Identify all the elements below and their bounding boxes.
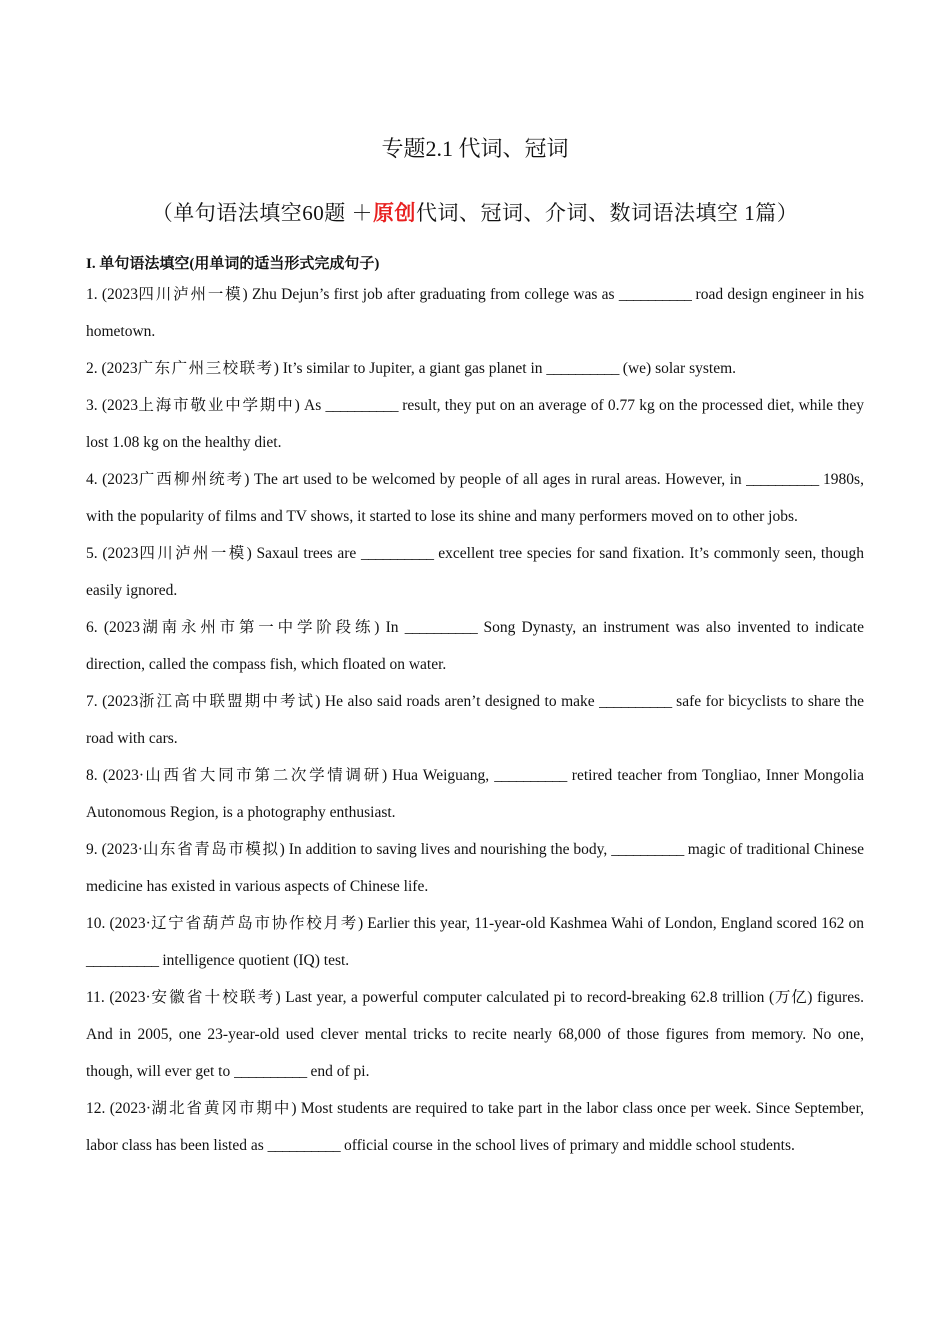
- question-item: [86, 350, 864, 387]
- question-text: retired teacher from Tongliao, Inner Mongolia Autonomous Region, is a photography enthusiast.: [86, 767, 864, 821]
- question-source: 安徽省十校联考: [150, 989, 276, 1006]
- question-number: 11. (2023·: [86, 989, 151, 1006]
- question-text: safe for bicyclists to share the road with cars.: [86, 693, 864, 747]
- page-subtitle: [0, 198, 950, 228]
- question-item: [86, 276, 864, 350]
- answer-blank[interactable]: __________: [599, 693, 672, 710]
- question-item: [86, 979, 864, 1090]
- answer-blank[interactable]: __________: [325, 397, 398, 414]
- question-item: [86, 535, 864, 609]
- section-heading: I. 单句语法填空(用单词的适当形式完成句子): [86, 256, 380, 272]
- question-number: 1. (2023: [86, 286, 139, 303]
- question-number: 3. (2023: [86, 397, 139, 414]
- answer-blank[interactable]: __________: [494, 767, 567, 784]
- question-text: road design engineer in his hometown.: [86, 286, 864, 340]
- question-text: ) In addition to saving lives and nourishing the body,: [279, 841, 612, 858]
- question-item: [86, 609, 864, 683]
- question-source: 上海市敬业中学期中: [138, 397, 295, 414]
- question-source: 山西省大同市第二次学情调研: [144, 767, 382, 784]
- question-source: 辽宁省葫芦岛市协作校月考: [150, 915, 358, 932]
- answer-blank[interactable]: __________: [86, 952, 159, 969]
- answer-blank[interactable]: __________: [618, 286, 692, 303]
- question-item: [86, 905, 864, 979]
- question-text: ) In: [374, 619, 405, 636]
- question-number: 10. (2023·: [86, 915, 151, 932]
- question-text: ) It’s similar to Jupiter, a giant gas planet in: [273, 360, 547, 377]
- question-text: ) Hua Weiguang,: [381, 767, 495, 784]
- answer-blank[interactable]: __________: [361, 545, 434, 562]
- question-number: 4. (2023: [86, 471, 139, 488]
- question-text: ) The art used to be welcomed by people of all ages in rural areas. However, in: [244, 471, 747, 488]
- question-number: 7. (2023: [86, 693, 139, 710]
- question-text: 1980s, with the popularity of films and TV shows, it started to lose its shine and many performers moved on to other jobs.: [86, 471, 864, 525]
- question-number: 6. (2023: [86, 619, 140, 636]
- question-section: [86, 252, 864, 1164]
- question-number: 8. (2023·: [86, 767, 145, 784]
- question-source: 浙江高中联盟期中考试: [138, 693, 316, 710]
- question-text: end of pi.: [306, 1063, 370, 1080]
- question-text: ) As: [294, 397, 326, 414]
- question-number: 5. (2023: [86, 545, 139, 562]
- question-item: [86, 387, 864, 461]
- question-source: 湖南永州市第一中学阶段练: [140, 619, 375, 636]
- question-text: ) Most students are required to take part in the labor class once per week. Since September, labor class has been listed as: [86, 1100, 864, 1154]
- question-source: 广东广州三校联考: [137, 360, 274, 377]
- subtitle-highlight: 原创: [373, 201, 416, 225]
- question-list: [86, 276, 864, 1164]
- question-number: 2. (2023: [86, 360, 138, 377]
- question-text: ) He also said roads aren’t designed to make: [315, 693, 600, 710]
- answer-blank[interactable]: __________: [234, 1063, 307, 1080]
- question-text: result, they put on an average of 0.77 kg on the processed diet, while they lost 1.08 kg on the healthy diet.: [86, 397, 864, 451]
- question-text: ) Earlier this year, 11-year-old Kashmea Wahi of London, England scored 162 on: [357, 915, 864, 932]
- answer-blank[interactable]: __________: [611, 841, 684, 858]
- question-text: Song Dynasty, an instrument was also invented to indicate direction, called the compass fish, which floated on water.: [86, 619, 864, 673]
- question-item: [86, 757, 864, 831]
- question-text: ) Last year, a powerful computer calculated pi to record-breaking 62.8 trillion (万亿) figures. And in 2005, one 23-year-old used clever mental tricks to recite nearly 68,000 of those figures from memory. No one, though, will ever get to: [86, 989, 864, 1080]
- question-item: [86, 1090, 864, 1164]
- question-source: 广西柳州统考: [138, 471, 245, 488]
- question-text: ) Zhu Dejun’s first job after graduating from college was as: [242, 286, 619, 303]
- question-item: [86, 461, 864, 535]
- question-text: excellent tree species for sand fixation. It’s commonly seen, though easily ignored.: [86, 545, 864, 599]
- answer-blank[interactable]: __________: [404, 619, 478, 636]
- question-number: 9. (2023·: [86, 841, 143, 858]
- question-text: official course in the school lives of primary and middle school students.: [340, 1137, 795, 1154]
- question-item: [86, 683, 864, 757]
- question-text: intelligence quotient (IQ) test.: [158, 952, 350, 969]
- question-text: ) Saxaul trees are: [246, 545, 362, 562]
- question-source: 湖北省黄冈市期中: [151, 1100, 292, 1117]
- answer-blank[interactable]: __________: [546, 360, 619, 377]
- question-source: 四川泸州一模: [138, 545, 247, 562]
- question-text: (we) solar system.: [618, 360, 737, 377]
- subtitle-suffix: 代词、冠词、介词、数词语法填空 1篇）: [416, 201, 799, 225]
- question-number: 12. (2023·: [86, 1100, 152, 1117]
- page-title: 专题2.1 代词、冠词: [381, 136, 569, 161]
- answer-blank[interactable]: __________: [267, 1137, 341, 1154]
- question-item: [86, 831, 864, 905]
- question-source: 四川泸州一模: [138, 286, 243, 303]
- answer-blank[interactable]: __________: [746, 471, 819, 488]
- question-text: magic of traditional Chinese medicine has existed in various aspects of Chinese life.: [86, 841, 864, 895]
- subtitle-prefix: （单句语法填空60题 ＋: [151, 201, 373, 225]
- question-source: 山东省青岛市模拟: [142, 841, 280, 858]
